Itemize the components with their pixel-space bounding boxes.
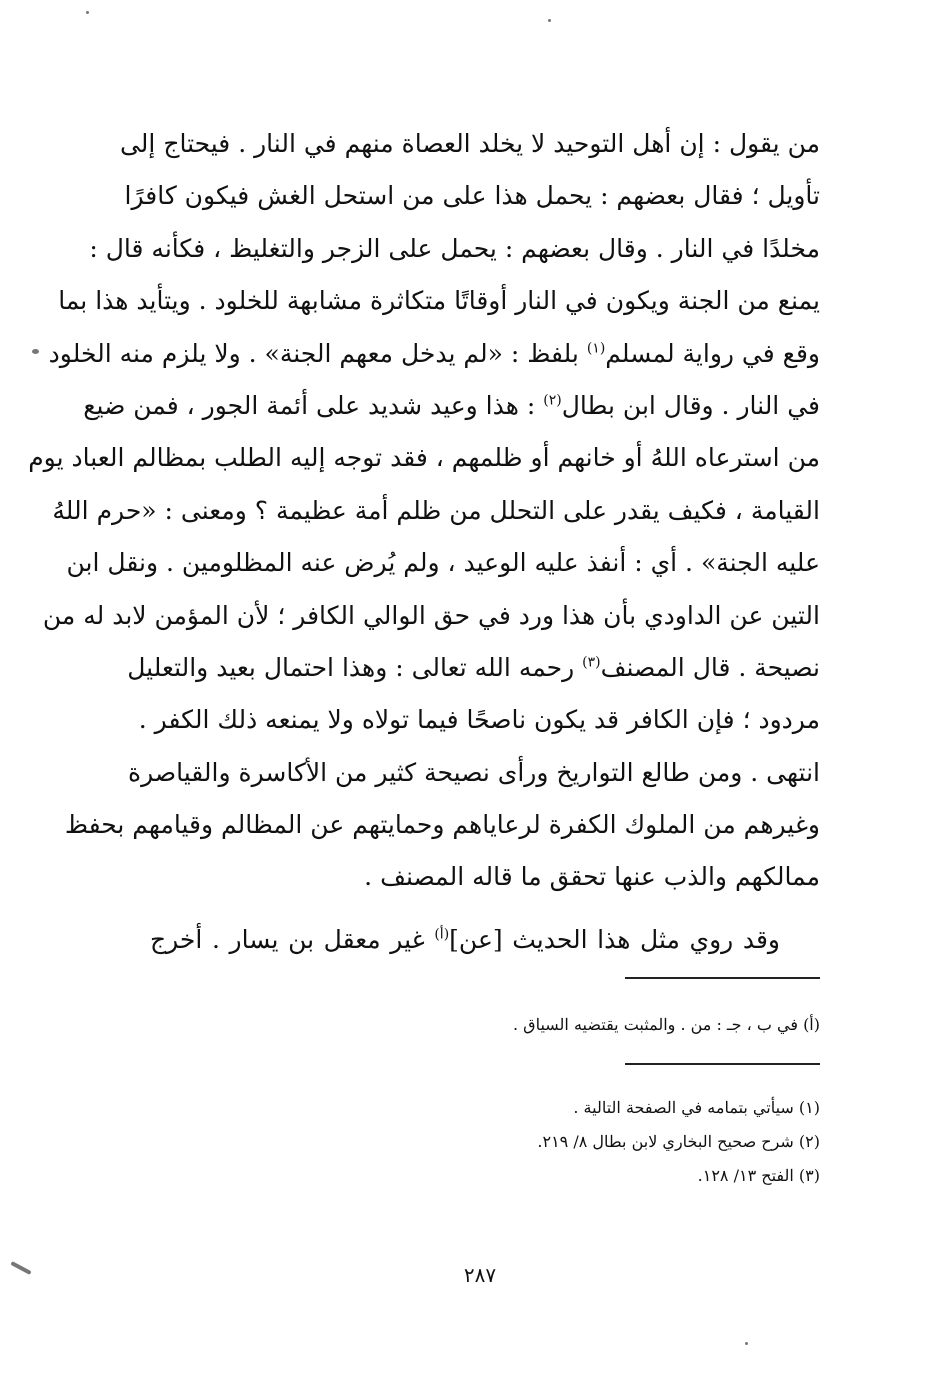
- text-line: مخلدًا في النار . وقال بعضهم : يحمل على الزجر والتغليظ ، فكأنه قال :: [89, 233, 820, 263]
- text-segment: نصيحة . قال المصنف: [600, 652, 820, 682]
- scan-speck: [548, 19, 551, 22]
- text-line: مردود ؛ فإن الكافر قد يكون ناصحًا فيما تولاه ولا يمنعه ذلك الكفر .: [138, 705, 820, 735]
- text-line: القيامة ، فكيف يقدر على التحلل من ظلم أمة عظيمة ؟ ومعنى : «حرم اللهُ: [52, 495, 820, 525]
- text-line: تأويل ؛ فقال بعضهم : يحمل هذا على من استحل الغش فيكون كافرًا: [124, 181, 820, 211]
- text-line: انتهى . ومن طالع التواريخ ورأى نصيحة كثير من الأكاسرة والقياصرة: [127, 757, 820, 787]
- footnote-3: (٣) الفتح ١٣/ ١٢٨.: [697, 1166, 820, 1185]
- scan-speck: [86, 11, 89, 14]
- footnote-1: (١) سيأتي بتمامه في الصفحة التالية .: [573, 1098, 820, 1117]
- text-line: عليه الجنة» . أي : أنفذ عليه الوعيد ، ولم يُرض عنه المظلومين . ونقل ابن: [66, 548, 820, 578]
- text-line: التين عن الداودي بأن هذا ورد في حق الوالي الكافر ؛ لأن المؤمن لابد له من: [42, 600, 820, 630]
- footnotes-divider: [625, 1063, 820, 1065]
- text-line: [150, 914, 820, 966]
- variant-note: (أ) في ب ، جـ : من . والمثبت يقتضيه السياق .: [512, 1015, 820, 1034]
- text-line: ممالكهم والذب عنها تحقق ما قاله المصنف .: [364, 862, 820, 892]
- text-line: [83, 380, 820, 432]
- footnote-marker-3[interactable]: (٣): [582, 654, 601, 671]
- text-line: [127, 642, 820, 694]
- main-text: [28, 118, 820, 966]
- footnote-marker-1[interactable]: (١): [586, 340, 606, 357]
- text-segment: غير معقل بن يسار . أخرج: [150, 924, 425, 954]
- text-segment: وقد روي مثل هذا الحديث [عن]: [449, 924, 780, 954]
- text-segment: في النار . وقال ابن بطال: [561, 390, 820, 420]
- variant-marker-a[interactable]: (أ): [434, 926, 450, 943]
- scan-speck: [32, 349, 39, 354]
- footnote-2: (٢) شرح صحيح البخاري لابن بطال ٨/ ٢١٩.: [537, 1132, 820, 1151]
- text-segment: وقع في رواية لمسلم: [605, 338, 820, 368]
- text-line: من يقول : إن أهل التوحيد لا يخلد العصاة منهم في النار . فيحتاج إلى: [119, 129, 820, 158]
- text-line: يمنع من الجنة ويكون في النار أوقاتًا متكاثرة مشابهة للخلود . ويتأيد هذا بما: [58, 286, 820, 316]
- text-line: وغيرهم من الملوك الكفرة لرعاياهم وحمايتهم عن المظالم وقيامهم بحفظ: [64, 810, 820, 840]
- text-line: [48, 328, 820, 380]
- footnote-marker-2[interactable]: (٢): [543, 392, 562, 409]
- variant-notes-divider: [625, 977, 820, 979]
- text-segment: : هذا وعيد شديد على أئمة الجور ، فمن ضيع: [83, 390, 536, 420]
- scan-speck: [10, 1261, 31, 1275]
- paragraph-gap: [150, 904, 820, 914]
- text-segment: رحمه الله تعالى : وهذا احتمال بعيد والتعليل: [127, 652, 575, 682]
- page-number: ٢٨٧: [463, 1263, 497, 1287]
- text-line: من استرعاه اللهُ أو خانهم أو ظلمهم ، فقد توجه إليه الطلب بمظالم العباد يوم: [28, 443, 820, 473]
- text-segment: بلفظ : «لم يدخل معهم الجنة» . ولا يلزم منه الخلود: [48, 338, 579, 368]
- scan-speck: [745, 1342, 748, 1345]
